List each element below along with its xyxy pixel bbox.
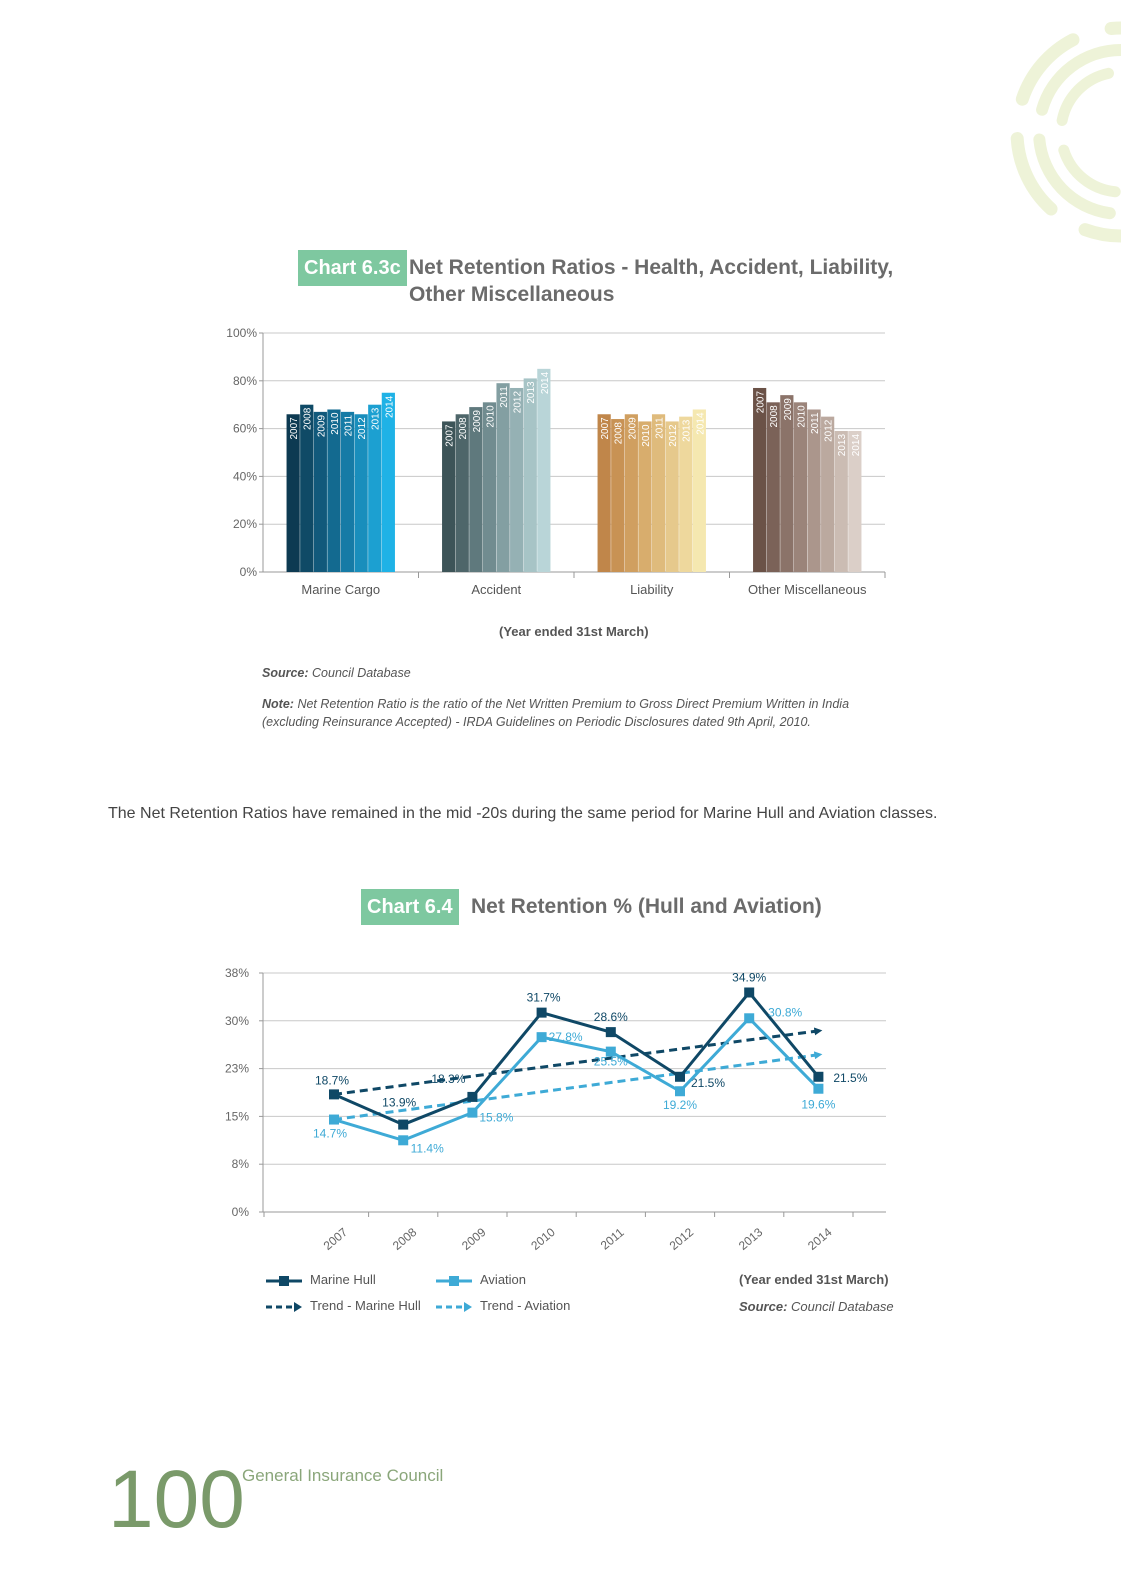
chart-title-line-1: Net Retention Ratios - Health, Accident, Liability, (409, 256, 894, 279)
y-tick-label: 23% (224, 1061, 249, 1076)
page-number: 100 (108, 1454, 245, 1545)
x-category-label: Liability (630, 582, 674, 597)
data-point (467, 1108, 477, 1118)
bar-year-label: 2011 (654, 417, 666, 439)
bar-year-label: 2012 (357, 417, 369, 440)
y-tick-label: 100% (226, 326, 257, 340)
bar-year-label: 2009 (627, 417, 639, 440)
y-tick-label: 0% (239, 565, 257, 579)
legend-trend-marine-hull (266, 1298, 421, 1314)
bar-year-label: 2014 (850, 433, 862, 457)
data-label: 18.7% (314, 1073, 350, 1088)
x-tick-label: 2009 (459, 1224, 489, 1253)
y-tick-label: 80% (232, 373, 257, 388)
data-point (606, 1027, 616, 1037)
data-label: 28.6% (593, 1010, 628, 1025)
legend-trend-aviation (436, 1298, 570, 1314)
bar-year-label: 2011 (343, 414, 355, 437)
bar-year-label: 2012 (512, 390, 524, 414)
y-tick-label: 8% (231, 1157, 249, 1172)
data-label: 14.7% (312, 1126, 348, 1141)
data-label: 34.9% (732, 970, 767, 985)
data-point (467, 1092, 477, 1102)
legend-label: Marine Hull (310, 1272, 376, 1287)
legend-aviation-swatch (436, 1274, 472, 1288)
bar-year-label: 2007 (289, 417, 301, 440)
x-tick-label: 2012 (666, 1224, 697, 1253)
source-label-2: Source: (739, 1299, 788, 1314)
chart-title-line-2: Other Miscellaneous (409, 283, 615, 306)
bar-year-label: 2008 (302, 407, 314, 430)
bar-year-label: 2008 (769, 405, 781, 428)
y-tick-label: 38% (224, 966, 249, 980)
data-label: 25.5% (593, 1054, 628, 1069)
data-label: 15.8% (479, 1110, 514, 1125)
data-point (675, 1086, 685, 1096)
bar-year-label: 2010 (485, 405, 497, 428)
x-caption-2: (Year ended 31st March) (739, 1272, 889, 1287)
x-tick-label: 2007 (320, 1224, 351, 1253)
legend-label: Trend - Marine Hull (310, 1298, 421, 1313)
org-name: General Insurance Council (242, 1466, 444, 1485)
data-point (744, 1013, 754, 1023)
source-text-2: Council Database (791, 1299, 894, 1314)
bar-year-label: 2007 (755, 390, 767, 414)
bar-year-label: 2013 (370, 407, 382, 430)
trend-line (334, 1055, 818, 1120)
bar-year-label: 2010 (329, 412, 341, 435)
data-point (813, 1084, 823, 1094)
data-point (398, 1120, 408, 1130)
x-category-label: Accident (471, 582, 522, 597)
data-label: 31.7% (526, 990, 561, 1005)
chart-title-2: Net Retention % (Hull and Aviation) (471, 895, 822, 918)
bar-year-label: 2014 (695, 412, 707, 435)
data-point (744, 987, 754, 997)
data-label: 21.5% (833, 1070, 868, 1085)
x-tick-label: 2011 (597, 1225, 627, 1253)
y-tick-label: 40% (232, 469, 257, 484)
data-label: 19.6% (801, 1097, 836, 1112)
x-tick-label: 2013 (735, 1224, 766, 1253)
data-point (675, 1072, 685, 1082)
bar-year-label: 2012 (668, 424, 680, 447)
y-tick-label: 20% (232, 517, 257, 532)
data-point (329, 1089, 339, 1099)
bar-year-label: 2008 (458, 417, 470, 440)
x-caption: (Year ended 31st March) (499, 624, 649, 639)
bar-year-label: 2013 (526, 381, 538, 404)
x-tick-label: 2010 (528, 1224, 558, 1253)
legend-marine-hull (266, 1272, 376, 1288)
bar-year-label: 2008 (613, 422, 625, 445)
legend-trend-aviation-swatch (436, 1300, 472, 1314)
data-label: 27.8% (548, 1030, 583, 1045)
bar-year-label: 2013 (837, 433, 849, 457)
bar-year-label: 2009 (316, 414, 328, 438)
data-label: 13.9% (382, 1095, 417, 1110)
bar-year-label: 2009 (471, 410, 483, 433)
data-point (329, 1115, 339, 1125)
bar-year-label: 2012 (823, 419, 835, 442)
note-text-2: (excluding Reinsurance Accepted) - IRDA Guidelines on Periodic Disclosures dated 9th April, 2010. (262, 715, 811, 729)
source-text: Council Database (312, 666, 411, 680)
data-label: 21.5% (690, 1075, 726, 1090)
source-label: Source: (262, 666, 309, 680)
bar-year-label: 2010 (640, 424, 652, 447)
bar-year-label: 2014 (384, 395, 396, 418)
bar-year-label: 2014 (539, 371, 551, 395)
source-note-2 (739, 1299, 894, 1314)
body-paragraph: The Net Retention Ratios have remained in the mid -20s during the same period for Marine Hull and Aviation classes. (108, 805, 938, 822)
chart-tag-2: Chart 6.4 (361, 889, 459, 925)
legend-label: Trend - Aviation (480, 1298, 571, 1313)
legend-marine-hull-swatch (266, 1274, 302, 1288)
bar-year-label: 2007 (444, 424, 456, 447)
y-tick-label: 30% (224, 1013, 249, 1028)
bar-year-label: 2010 (796, 405, 808, 428)
bar-year-label: 2011 (499, 386, 511, 408)
x-tick-label: 2014 (805, 1224, 835, 1253)
bar-year-label: 2007 (600, 417, 612, 440)
legend-trend-marine-hull-swatch (266, 1300, 302, 1314)
y-tick-label: 60% (232, 421, 257, 436)
y-tick-label: 15% (224, 1109, 249, 1124)
bar-year-label: 2009 (782, 398, 794, 421)
data-label: 11.4% (410, 1141, 444, 1156)
data-label: 19.2% (662, 1098, 698, 1113)
data-point (537, 1032, 547, 1042)
x-category-label: Marine Cargo (301, 582, 381, 597)
bar-year-label: 2013 (681, 419, 693, 442)
note-text-1: Net Retention Ratio is the ratio of the Net Written Premium to Gross Direct Premium Written in India (297, 697, 850, 711)
data-point (537, 1008, 547, 1018)
data-label: 30.8% (768, 1005, 803, 1020)
legend-label: Aviation (480, 1272, 527, 1287)
x-tick-label: 2008 (389, 1224, 420, 1253)
y-tick-label: 0% (231, 1205, 249, 1219)
data-point (398, 1135, 408, 1145)
bar-year-label: 2011 (810, 412, 822, 434)
data-label: 18.3% (431, 1071, 466, 1086)
chart-tag: Chart 6.3c (298, 250, 407, 286)
legend-aviation (436, 1272, 526, 1288)
note-label: Note: (262, 697, 294, 711)
data-point (813, 1072, 823, 1082)
x-category-label: Other Miscellaneous (748, 582, 867, 597)
